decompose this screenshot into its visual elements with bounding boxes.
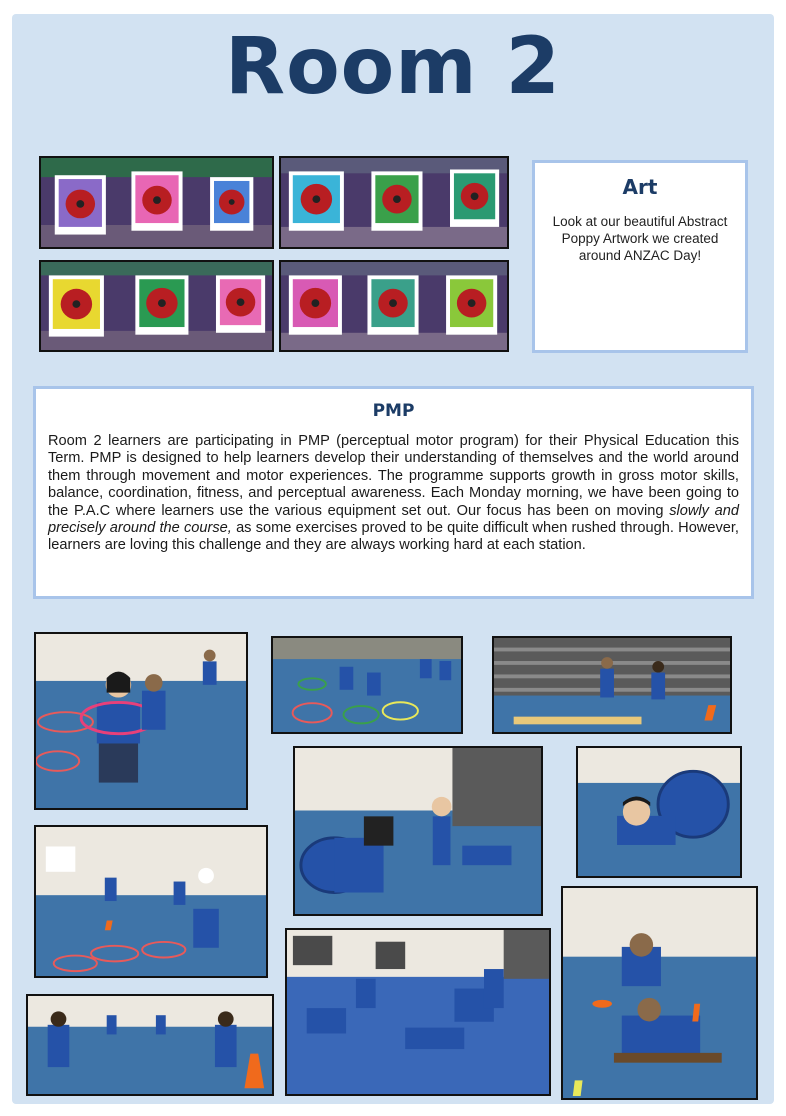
art-photo-1 — [39, 156, 274, 249]
pmp-body — [48, 433, 739, 555]
art-heading: Art — [622, 175, 658, 199]
art-photo-2 — [279, 156, 509, 249]
pmp-photo-tunnel-crawl — [293, 746, 543, 916]
pmp-body-emphasis: slowly and precisely around the course, — [48, 502, 739, 537]
art-photo-4 — [279, 260, 509, 352]
pmp-photo-balance-beam — [492, 636, 732, 734]
pmp-body-text-2: as some exercises proved to be quite difficult when rushed through. However, learners are loving this challenge and they are always working hard at each station. — [48, 520, 739, 554]
pmp-photo-hoop-course — [271, 636, 463, 734]
pmp-photo-cone — [26, 994, 274, 1096]
pmp-heading: PMP — [372, 401, 415, 421]
pmp-photo-hoops — [34, 632, 248, 810]
pmp-photo-ball — [34, 825, 268, 978]
pmp-photo-scooter — [561, 886, 758, 1100]
art-card — [532, 160, 748, 353]
page-title: Room 2 — [225, 22, 561, 112]
pmp-photo-group-crawl — [285, 928, 551, 1096]
pmp-photo-tunnel-smile — [576, 746, 742, 878]
art-photo-3 — [39, 260, 274, 352]
pmp-body-text-1: Room 2 learners are participating in PMP (perceptual motor program) for their Physical Education this Term. PMP is designed to help learners develop their understanding of themselves and the world around them through movement and motor experiences. The programme supports growth in gross motor skills, balance, coordination, fitness, and perceptual awareness. Each Monday morning, we have been going to the P.A.C where learners use the various equipment set out. Our focus has been on moving — [48, 433, 739, 519]
art-description: Look at our beautiful Abstract Poppy Artwork we created around ANZAC Day! — [552, 214, 728, 263]
pmp-card — [33, 386, 754, 599]
